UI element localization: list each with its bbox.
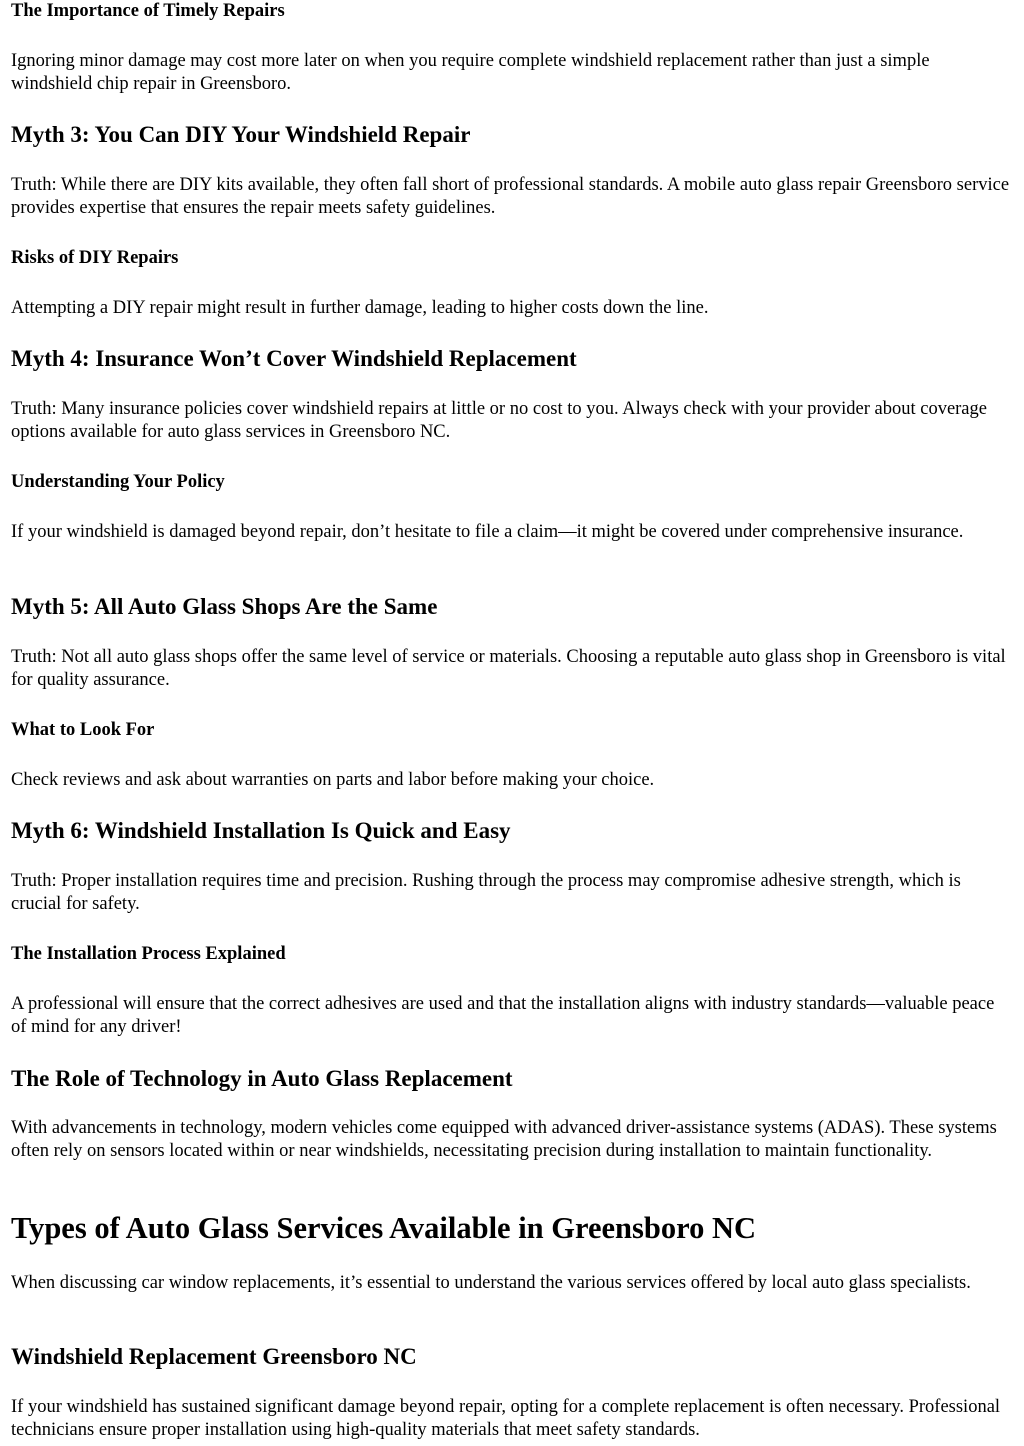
paragraph-types-of-services: When discussing car window replacements, it’s essential to understand the various services offered by local auto glass specialists. bbox=[11, 1273, 971, 1293]
heading-myth-6: Myth 6: Windshield Installation Is Quick and Easy bbox=[11, 818, 511, 843]
paragraph-diy-risks: Attempting a DIY repair might result in further damage, leading to higher costs down the line. bbox=[11, 298, 709, 318]
paragraph-windshield-replacement: If your windshield has sustained significant damage beyond repair, opting for a complete replacement is often necessary. Professional technicians ensure proper installation using high-quality materials that meet safety standards. bbox=[11, 1397, 1001, 1440]
paragraph-understanding-policy: If your windshield is damaged beyond repair, don’t hesitate to file a claim—it might be covered under comprehensive insurance. bbox=[11, 522, 964, 542]
heading-role-of-technology: The Role of Technology in Auto Glass Replacement bbox=[11, 1066, 513, 1091]
paragraph-myth-4: Truth: Many insurance policies cover windshield repairs at little or no cost to you. Always check with your provider about coverage options available for auto glass services in Greensboro NC. bbox=[11, 399, 987, 442]
paragraph-timely-repairs: Ignoring minor damage may cost more later on when you require complete windshield replacement rather than just a simple windshield chip repair in Greensboro. bbox=[11, 51, 930, 94]
paragraph-myth-5: Truth: Not all auto glass shops offer the same level of service or materials. Choosing a reputable auto glass shop in Greensboro is vital for quality assurance. bbox=[11, 647, 1006, 690]
heading-diy-risks: Risks of DIY Repairs bbox=[11, 248, 179, 268]
paragraph-myth-3: Truth: While there are DIY kits available, they often fall short of professional standards. A mobile auto glass repair Greensboro service provides expertise that ensures the repair meets safety guidelines. bbox=[11, 175, 1010, 218]
heading-windshield-replacement: Windshield Replacement Greensboro NC bbox=[11, 1344, 417, 1369]
paragraph-myth-6: Truth: Proper installation requires time and precision. Rushing through the process may compromise adhesive strength, which is crucial for safety. bbox=[11, 871, 961, 914]
heading-myth-4: Myth 4: Insurance Won’t Cover Windshield Replacement bbox=[11, 346, 577, 371]
heading-timely-repairs: The Importance of Timely Repairs bbox=[11, 1, 285, 21]
heading-myth-5: Myth 5: All Auto Glass Shops Are the Same bbox=[11, 594, 438, 619]
paragraph-what-to-look-for: Check reviews and ask about warranties on parts and labor before making your choice. bbox=[11, 770, 655, 790]
paragraph-installation-process: A professional will ensure that the correct adhesives are used and that the installation aligns with industry standards—valuable peace of mind for any driver! bbox=[11, 994, 995, 1037]
heading-what-to-look-for: What to Look For bbox=[11, 720, 155, 740]
heading-understanding-policy: Understanding Your Policy bbox=[11, 472, 225, 492]
heading-myth-3: Myth 3: You Can DIY Your Windshield Repair bbox=[11, 122, 471, 147]
paragraph-role-of-technology: With advancements in technology, modern vehicles come equipped with advanced driver-assistance systems (ADAS). These systems often rely on sensors located within or near windshields, necessitating precision during installation to maintain functionality. bbox=[11, 1118, 997, 1161]
heading-types-of-services: Types of Auto Glass Services Available in Greensboro NC bbox=[11, 1211, 757, 1245]
heading-installation-process: The Installation Process Explained bbox=[11, 944, 286, 964]
